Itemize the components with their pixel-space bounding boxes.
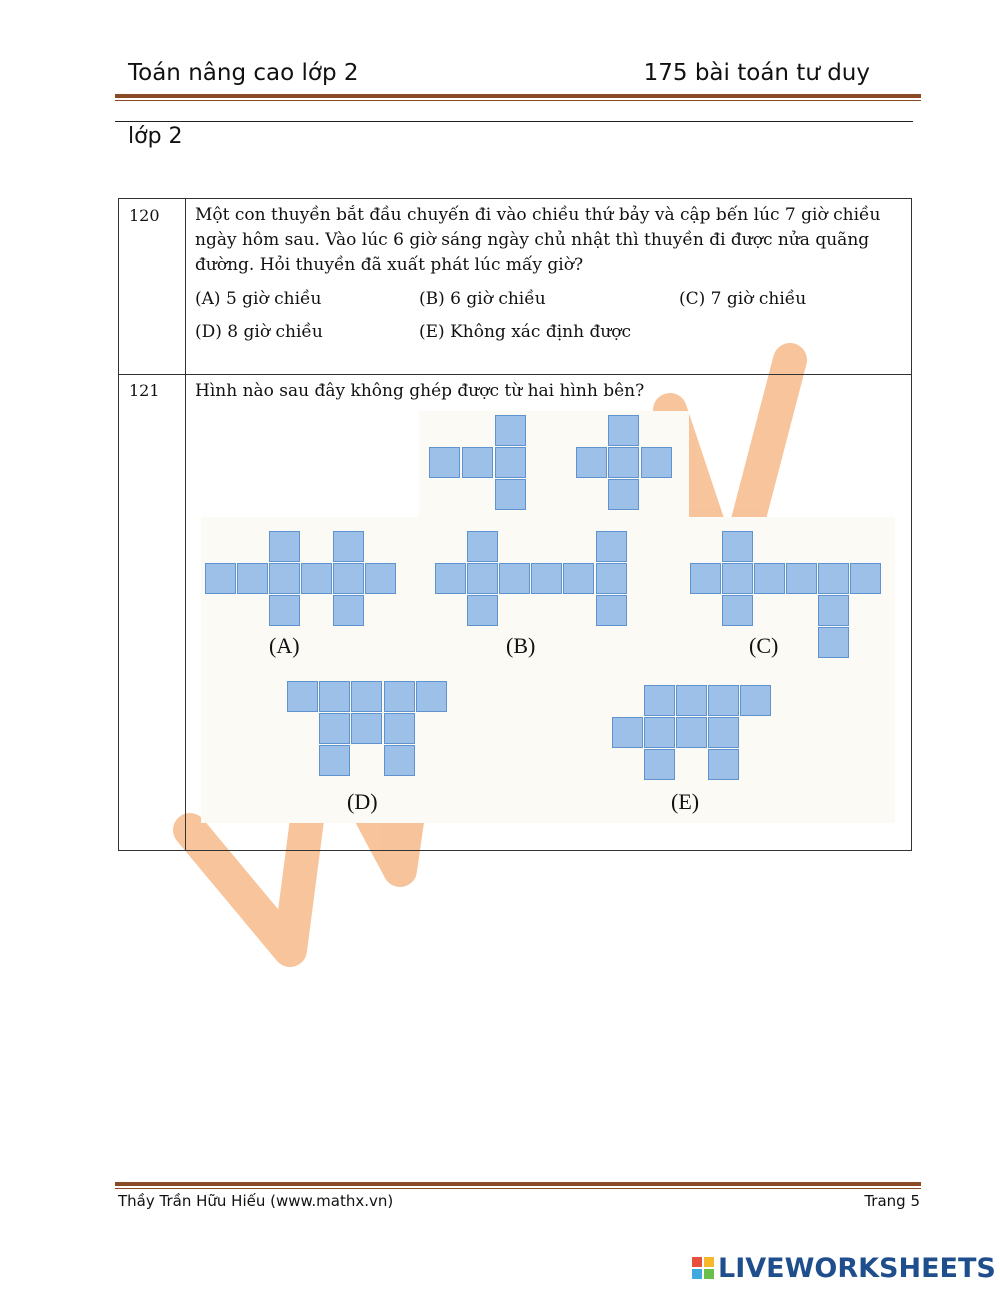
header-rule xyxy=(115,94,921,98)
option-e[interactable]: (E) Không xác định được xyxy=(419,322,632,342)
figure-label-e: (E) xyxy=(671,789,700,814)
footer-rule xyxy=(115,1182,921,1186)
square xyxy=(495,479,526,510)
footer-author: Thầy Trần Hữu Hiếu (www.mathx.vn) xyxy=(118,1192,394,1210)
square xyxy=(608,447,639,478)
figure-label-a: (A) xyxy=(269,633,300,658)
liveworksheets-logo[interactable] xyxy=(692,1252,996,1284)
liveworksheets-icon xyxy=(692,1257,714,1279)
option-a[interactable]: (A) 5 giờ chiều xyxy=(195,289,322,309)
section-rule xyxy=(115,121,913,122)
grade-label: lớp 2 xyxy=(128,124,183,149)
header-title: Toán nâng cao lớp 2 xyxy=(128,60,359,86)
question-text-121: Hình nào sau đây không ghép được từ hai hình bên? xyxy=(195,381,645,401)
question-number-121: 121 xyxy=(129,381,160,400)
question-number-120: 120 xyxy=(129,206,160,225)
square xyxy=(495,447,526,478)
header-subtitle: 175 bài toán tư duy xyxy=(643,60,870,86)
footer-rule-thin xyxy=(115,1188,921,1189)
square xyxy=(641,447,672,478)
square xyxy=(429,447,460,478)
figure-label-c: (C) xyxy=(749,633,779,658)
table-divider xyxy=(185,199,186,850)
option-c[interactable]: (C) 7 giờ chiều xyxy=(679,289,807,309)
option-d[interactable]: (D) 8 giờ chiều xyxy=(195,322,323,342)
liveworksheets-text: LIVEWORKSHEETS xyxy=(718,1252,996,1284)
answer-figures xyxy=(201,517,895,823)
page-number: Trang 5 xyxy=(864,1192,920,1210)
table-row-divider xyxy=(119,374,911,375)
option-b[interactable]: (B) 6 giờ chiều xyxy=(419,289,546,309)
question-text-120: Một con thuyền bắt đầu chuyến đi vào chiều thứ bảy và cập bến lúc 7 giờ chiều ngày hôm sau. Vào lúc 6 giờ sáng ngày chủ nhật thì thuyền đi được nửa quãng đường. Hỏi thuyền đã xuất phát lúc mấy giờ? xyxy=(195,205,881,275)
figure-label-b: (B) xyxy=(506,633,536,658)
square xyxy=(608,415,639,446)
square xyxy=(495,415,526,446)
given-shapes xyxy=(419,411,689,517)
question-table xyxy=(118,198,912,851)
square xyxy=(608,479,639,510)
figure-label-d: (D) xyxy=(347,789,378,814)
square xyxy=(576,447,607,478)
square xyxy=(462,447,493,478)
header-rule-thin xyxy=(115,100,921,101)
